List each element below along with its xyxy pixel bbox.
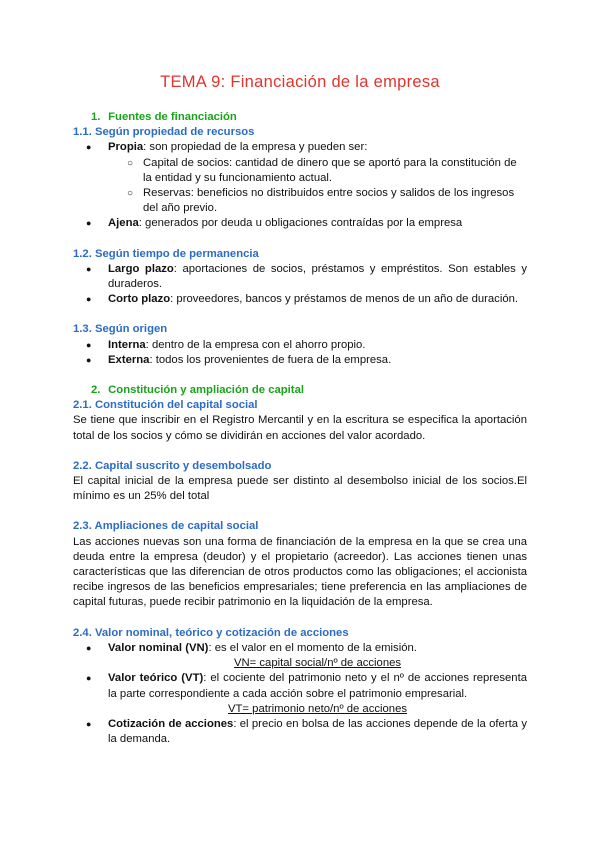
list-item-cotizacion (73, 717, 527, 747)
list-item-largo-plazo (73, 262, 527, 292)
formula-valor-nominal: VN= capital social/nº de acciones (233, 657, 402, 670)
list-item-reservas: ○ Reservas: beneficios no distribuidos entre socios y salidos de los ingresos del año previo. (108, 186, 527, 216)
subsection-2-4-heading: 2.4. Valor nominal, teórico y cotización de acciones (73, 626, 349, 639)
term-interna: Interna (108, 338, 146, 351)
text-cotizacion: : el precio en bolsa de las acciones depende de la oferta y la demanda. (108, 717, 527, 746)
section-2-heading (91, 383, 527, 398)
list-item-valor-nominal (73, 641, 527, 656)
text-largo-plazo: : aportaciones de socios, préstamos y empréstitos. Son estables y duraderos. (108, 262, 527, 291)
section-2-title: Constitución y ampliación de capital (108, 384, 304, 397)
list-valores-acciones-2 (73, 671, 527, 701)
document-body (73, 110, 527, 747)
list-valores-acciones-3 (73, 717, 527, 747)
term-largo-plazo: Largo plazo (108, 262, 174, 275)
list-item-corto-plazo (73, 292, 527, 307)
subsection-1-3-heading: 1.3. Según origen (73, 323, 168, 336)
section-2-number: 2. (91, 384, 101, 397)
text-valor-nominal: : es el valor en el momento de la emisión. (208, 641, 417, 654)
list-item-interna (73, 338, 527, 353)
term-propia: Propia (108, 141, 144, 154)
sublist-propia (108, 156, 527, 217)
formula-valor-teorico: VT= patrimonio neto/nº de acciones (227, 702, 408, 715)
list-origen (73, 338, 527, 368)
list-item-valor-teorico (73, 671, 527, 701)
text-externa: : todos los provenientes de fuera de la empresa. (149, 353, 392, 366)
term-externa: Externa (108, 353, 150, 366)
paragraph-ampliaciones: Las acciones nuevas son una forma de financiación de la empresa en la que se crea una deuda entre la empresa (deudor) y el propietario (acreedor). Las acciones tienen unas características que las diferencian de otros productos como las obligaciones; el accionista recibe ingresos de las beneficios empresariales; tiene preferencia en las ampliaciones de capital futuras, puede recibir patrimonio en la liquidación de la empresa. (73, 535, 527, 609)
text-valor-teorico: : el cociente del patrimonio neto y el nº de acciones representa la parte correspondiente a cada acción sobre el patrimonio empresarial. (108, 672, 527, 700)
paragraph-capital-suscrito: El capital inicial de la empresa puede ser distinto al desembolso inicial de los socios.El mínimo es un 25% del total (73, 475, 527, 503)
term-cotizacion: Cotización de acciones (108, 717, 234, 730)
list-item-propia (73, 140, 527, 216)
text-ajena: : generados por deuda u obligaciones contraídas por la empresa (138, 217, 463, 230)
list-item-externa (73, 353, 527, 368)
subsection-1-1-heading: 1.1. Según propiedad de recursos (73, 126, 255, 139)
section-1-number: 1. (91, 111, 101, 123)
term-ajena: Ajena (108, 217, 139, 230)
paragraph-constitucion: Se tiene que inscribir en el Registro Mercantil y en la escritura se especifica la aportación total de los socios y cómo se dividirán en acciones del valor acordado. (73, 414, 527, 442)
list-permanencia (73, 262, 527, 308)
text-interna: : dentro de la empresa con el ahorro propio. (145, 338, 366, 351)
subsection-1-2-heading: 1.2. Según tiempo de permanencia (73, 247, 259, 260)
list-item-ajena (73, 216, 527, 231)
subsection-2-2-heading: 2.2. Capital suscrito y desembolsado (73, 459, 272, 472)
list-item-capital-socios: ○ Capital de socios: cantidad de dinero que se aportó para la constitución de la entidad y su funcionamiento actual. (108, 156, 527, 186)
text-corto-plazo: : proveedores, bancos y préstamos de menos de un año de duración. (170, 293, 519, 306)
list-valores-acciones (73, 641, 527, 656)
list-propiedad (73, 140, 527, 231)
subsection-2-3-heading: 2.3. Ampliaciones de capital social (73, 520, 259, 533)
term-valor-nominal: Valor nominal (VN) (108, 641, 209, 654)
section-1-heading (91, 110, 527, 125)
document-title: TEMA 9: Financiación de la empresa (160, 73, 440, 91)
section-1-title: Fuentes de financiación (108, 111, 237, 123)
subsection-2-1-heading: 2.1. Constitución del capital social (73, 399, 258, 412)
text-propia: : son propiedad de la empresa y pueden ser: (143, 141, 368, 154)
term-corto-plazo: Corto plazo (108, 293, 171, 306)
term-valor-teorico: Valor teórico (VT) (108, 672, 204, 685)
